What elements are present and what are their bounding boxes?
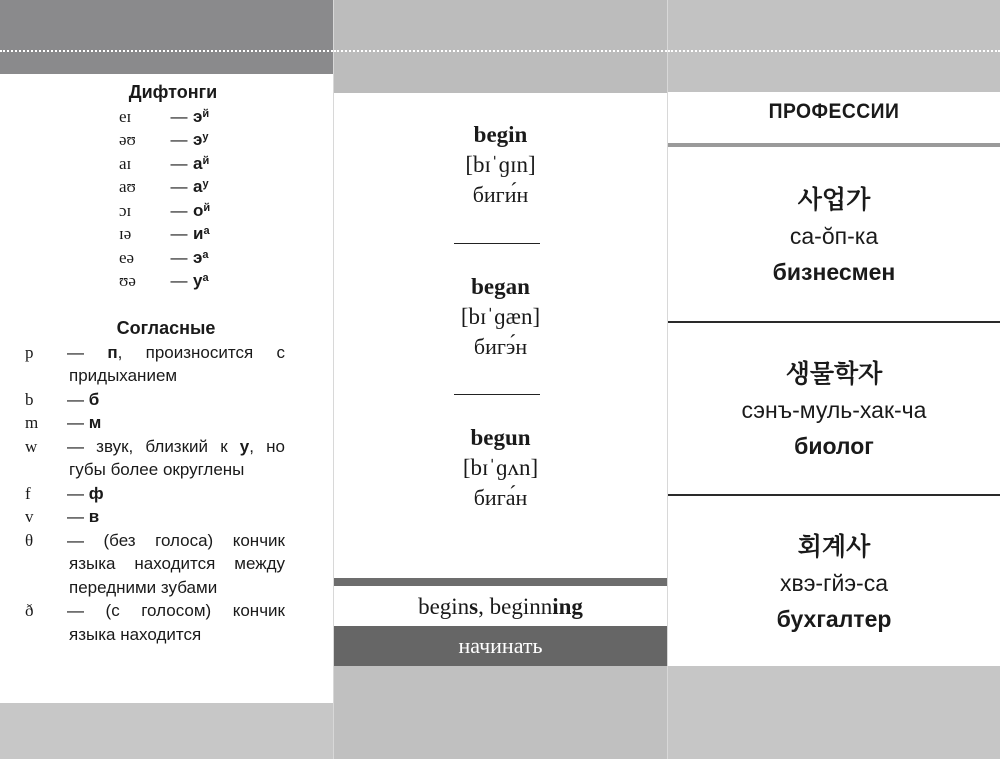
russian-word: биолог	[794, 433, 874, 459]
extra-form-stem: beginn	[489, 594, 553, 619]
consonant-row	[25, 529, 285, 600]
ipa-symbol: aʊ	[119, 177, 136, 196]
consonant-row	[25, 411, 285, 435]
diphthongs-section	[47, 81, 287, 293]
dash: —	[67, 507, 84, 526]
verb-transcription: [bɪˈɡʌn]	[462, 455, 539, 480]
consonant-row	[25, 505, 285, 529]
dotted-line	[0, 50, 333, 52]
consonant-row	[25, 388, 285, 412]
transliteration: сэнъ-муль-хак-ча	[741, 397, 927, 423]
verb-card	[334, 0, 667, 759]
consonants-section	[25, 317, 285, 646]
form-separator	[454, 394, 540, 395]
russian-equivalent: $э^у$	[193, 130, 209, 149]
description: (с голосом) кончик языка находится	[69, 601, 285, 644]
professions-card	[668, 0, 1000, 759]
dash: —	[170, 153, 188, 173]
verb-translation: начинать	[334, 626, 667, 666]
russian-equivalent: $э^а$	[193, 247, 209, 267]
russian-equivalent: $э^й$	[193, 106, 210, 126]
extra-form-stem: begin	[418, 594, 470, 619]
ipa-symbol: eɪ	[119, 106, 132, 126]
diphthong-row	[47, 105, 287, 129]
verb-transcription: [bɪˈɡɪn]	[465, 152, 536, 177]
ipa-symbol: p	[25, 342, 34, 362]
korean-word: 회계사	[797, 533, 871, 561]
extra-form-suffix: ing	[552, 594, 583, 619]
verb-form-past	[334, 272, 667, 362]
dotted-line	[668, 50, 1000, 52]
dash: —	[170, 224, 188, 243]
item-separator	[668, 494, 1000, 496]
dash: —	[170, 130, 188, 149]
korean-word: 사업가	[797, 186, 871, 214]
form-separator	[454, 243, 540, 244]
card-header	[0, 0, 333, 74]
item-separator	[668, 321, 1000, 323]
phonetics-card	[0, 0, 333, 759]
korean-word: 생물학자	[785, 360, 883, 388]
verb-reading: биги́н	[472, 182, 529, 207]
card-header	[334, 0, 667, 93]
ipa-symbol: əʊ	[119, 130, 136, 149]
ipa-symbol: f	[25, 483, 31, 503]
verb-form-participle	[334, 423, 667, 513]
card-footer	[668, 666, 1000, 759]
consonant-row	[25, 482, 285, 506]
extra-form-sep: ,	[478, 594, 490, 619]
dash: —	[67, 530, 84, 550]
dash: —	[170, 247, 188, 267]
ipa-symbol: m	[25, 413, 39, 432]
dash: —	[170, 177, 188, 196]
russian-word: бухгалтер	[776, 606, 892, 632]
extra-form-suffix: s	[469, 594, 479, 619]
diphthong-row	[47, 128, 287, 152]
russian-equivalent: м	[88, 413, 102, 432]
verb-reading: бига́н	[473, 485, 528, 510]
diphthong-row	[47, 246, 287, 270]
russian-equivalent: б	[88, 389, 100, 409]
ipa-symbol: ʊə	[119, 271, 136, 290]
description: , но губы более округлены	[69, 436, 285, 479]
russian-equivalent: $и^а$	[193, 224, 210, 243]
diphthong-row	[47, 222, 287, 246]
ipa-symbol: ɔɪ	[119, 200, 132, 220]
card-footer	[0, 703, 333, 759]
diphthong-row	[47, 199, 287, 223]
russian-equivalent: $а^й$	[193, 153, 210, 173]
russian-equivalent: в	[88, 507, 100, 526]
dash: —	[67, 342, 84, 362]
consonant-row	[25, 435, 285, 482]
russian-equivalent: $о^й$	[193, 200, 211, 220]
ipa-symbol: θ	[25, 530, 34, 550]
russian-equivalent: п	[107, 342, 118, 362]
profession-item	[668, 356, 1000, 464]
ipa-symbol: ð	[25, 601, 34, 620]
description: , произносится с придыханием	[69, 342, 285, 385]
russian-equivalent: у	[239, 436, 250, 456]
profession-item	[668, 182, 1000, 290]
profession-item	[668, 529, 1000, 637]
dash: —	[170, 200, 188, 220]
dotted-line	[334, 50, 667, 52]
title-separator	[668, 143, 1000, 147]
diphthongs-list	[47, 105, 287, 293]
ipa-symbol: b	[25, 389, 34, 409]
consonant-row	[25, 341, 285, 388]
forms-bar	[334, 578, 667, 586]
ipa-symbol: v	[25, 507, 34, 526]
card-header	[668, 0, 1000, 92]
description: звук, близкий к	[96, 436, 240, 456]
dash: —	[67, 483, 84, 503]
russian-equivalent: $у^а$	[193, 271, 209, 290]
dash: —	[170, 106, 188, 126]
verb-transcription: [bɪˈɡæn]	[460, 304, 541, 329]
dash: —	[67, 389, 84, 409]
verb-word: begun	[470, 425, 531, 450]
verb-word: began	[471, 274, 530, 299]
transliteration: са-ŏп-ка	[789, 223, 879, 249]
verb-form-infinitive	[334, 120, 667, 210]
extra-forms	[334, 590, 667, 624]
professions-title: ПРОФЕССИИ	[768, 100, 900, 123]
consonants-list	[25, 341, 285, 647]
dash: —	[67, 601, 84, 620]
verb-word: begin	[473, 122, 528, 147]
diphthong-row	[47, 269, 287, 293]
ipa-symbol: w	[25, 436, 38, 456]
dash: —	[67, 436, 84, 456]
ipa-symbol: ɪə	[119, 224, 132, 243]
diphthongs-title: Дифтонги	[128, 82, 218, 102]
russian-equivalent: $а^у$	[193, 177, 209, 196]
card-footer	[334, 666, 667, 759]
description: (без голоса) кончик языка находится между передними зубами	[69, 530, 285, 597]
diphthong-row	[47, 175, 287, 199]
diphthong-row	[47, 152, 287, 176]
russian-equivalent: ф	[88, 483, 104, 503]
ipa-symbol: aɪ	[119, 153, 132, 173]
verb-reading: бигэ́н	[473, 334, 528, 359]
russian-word: бизнесмен	[772, 259, 896, 285]
dash: —	[170, 271, 188, 290]
consonants-title: Согласные	[116, 318, 216, 338]
consonant-row	[25, 599, 285, 646]
transliteration: хвэ-гйэ-са	[779, 570, 889, 596]
ipa-symbol: eə	[119, 247, 135, 267]
dash: —	[67, 413, 84, 432]
